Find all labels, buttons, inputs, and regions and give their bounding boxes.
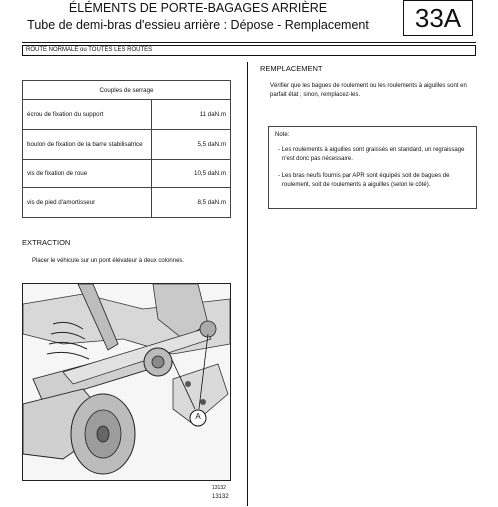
figure-callout-a: A bbox=[195, 412, 201, 421]
torque-label: vis de fixation de roue bbox=[23, 160, 152, 188]
extraction-title: EXTRACTION bbox=[22, 238, 71, 247]
torque-value: 11 daN.m bbox=[152, 100, 231, 130]
note-item: - Les bras neufs fournis par APR sont équipés soit de bagues de roulement, soit de roulements à aiguilles (selon le côté). bbox=[278, 173, 450, 188]
torque-value: 8,5 daN.m bbox=[152, 188, 231, 218]
document-subtitle: Tube de demi-bras d'essieu arrière : Dépose - Remplacement bbox=[27, 18, 369, 32]
note-item: - Les roulements à aiguilles sont graissés en standard, un regraissage n'est donc pas nécessaire. bbox=[278, 147, 465, 162]
torque-table bbox=[22, 80, 231, 218]
torque-value: 10,5 daN.m bbox=[152, 160, 231, 188]
route-label: ROUTE NORMALE ou TOUTES LES ROUTES bbox=[22, 45, 476, 56]
torque-label: vis de pied d'amortisseur bbox=[23, 188, 152, 218]
table-row bbox=[23, 160, 231, 188]
table-row bbox=[23, 188, 231, 218]
suspension-illustration bbox=[23, 284, 230, 480]
torque-label: écrou de fixation du support bbox=[23, 100, 152, 130]
table-row bbox=[23, 130, 231, 160]
replacement-title: REMPLACEMENT bbox=[260, 64, 323, 73]
note-label: Note: bbox=[275, 132, 290, 138]
table-row bbox=[23, 100, 231, 130]
extraction-text: Placer le véhicule sur un pont élévateur à deux colonnes. bbox=[32, 258, 185, 264]
figure-number: 13132 bbox=[212, 494, 229, 500]
torque-value: 5,5 daN.m bbox=[152, 130, 231, 160]
suspension-figure bbox=[22, 283, 231, 481]
document-title: ÉLÉMENTS DE PORTE-BAGAGES ARRIÈRE bbox=[68, 1, 328, 15]
figure-number-inner: 13132 bbox=[212, 485, 226, 491]
note-box bbox=[268, 126, 477, 209]
replacement-text: Vérifier que les bagues de roulement ou les roulements à aiguilles sont en parfait état ; sinon, remplacez-les. bbox=[270, 83, 467, 98]
section-code: 33A bbox=[403, 0, 473, 36]
column-divider bbox=[247, 62, 248, 506]
torque-label: boulon de fixation de la barre stabilisatrice bbox=[23, 130, 152, 160]
header-rule bbox=[22, 42, 476, 43]
torque-table-header: Couples de serrage bbox=[23, 81, 231, 100]
